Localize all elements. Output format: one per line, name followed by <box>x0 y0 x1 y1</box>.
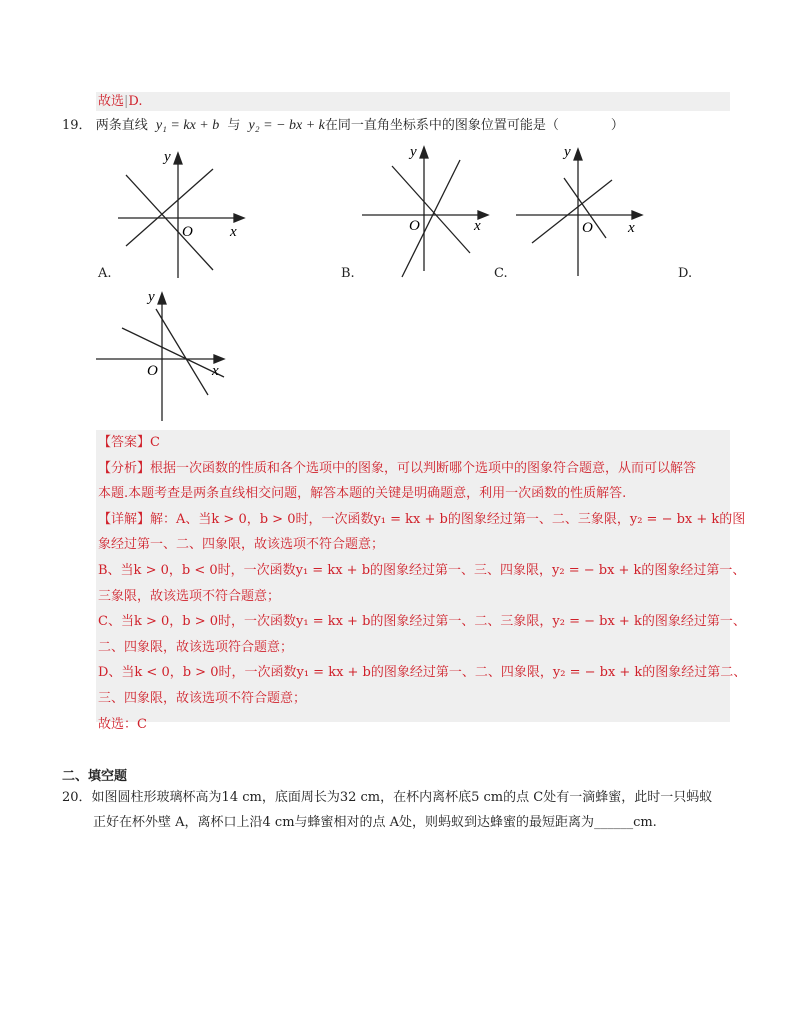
analysis-line-1 <box>98 456 728 482</box>
q20-number: 20． <box>62 790 92 805</box>
graph-a-origin: O <box>182 224 193 240</box>
detail-line-3: B、当k > 0，b < 0时，一次函数y₁ = kx + b的图象经过第一、三、四象限，y₂ = − bx + k的图象经过第一、 <box>98 562 746 578</box>
analysis-text-1: 根据一次函数的性质和各个选项中的图象，可以判断哪个选项中的图象符合题意，从而可以解答 <box>150 460 697 476</box>
q20-text-2: 正好在杯外壁 A，离杯口上沿4 cm与蜂蜜相对的点 A处，则蚂蚁到达蜂蜜的最短距离为 <box>93 815 595 830</box>
graph-d-line-2 <box>156 309 208 395</box>
detail-line-5: C、当k > 0，b > 0时，一次函数y₁ = kx + b的图象经过第一、二、三象限，y₂ = − bx + k的图象经过第一、 <box>98 614 746 630</box>
graph-c-x-arrow <box>632 211 642 219</box>
q20-text-1: 如图圆柱形玻璃杯高为14 cm，底面周长为32 cm，在杯内离杯底5 cm的点 C处有一滴蜂蜜，此时一只蚂蚁 <box>91 790 713 805</box>
graph-b-origin: O <box>409 218 420 234</box>
analysis-line-2: 本题.本题考查是两条直线相交问题，解答本题的关键是明确题意，利用一次函数的性质解答. <box>98 486 627 502</box>
label-b: B. <box>341 266 355 281</box>
q19-eq1: y₁ = kx + b <box>155 118 220 133</box>
graph-b-y-arrow <box>420 147 428 158</box>
prev-answer-sep: | <box>124 94 129 109</box>
q20-line-1 <box>62 788 712 808</box>
q19-stem-end: 在同一直角坐标系中的图象位置可能是（ ） <box>324 118 624 133</box>
answer-value: C <box>150 435 160 450</box>
q19-stem-start: 两条直线 <box>95 118 148 133</box>
q19-number: 19． <box>62 118 92 133</box>
detail-line-9: 故选：C <box>98 716 147 732</box>
label-c: C. <box>494 266 508 281</box>
detail-line-2: 象经过第一、二、四象限，故该选项不符合题意； <box>98 537 385 553</box>
graph-d-x-arrow <box>214 355 224 363</box>
q19-stem <box>62 116 624 136</box>
graph-a-line-2 <box>126 175 213 270</box>
detail-line-1 <box>98 507 746 533</box>
analysis-tag: 【分析】 <box>98 460 151 476</box>
graph-b-y-label: y <box>410 144 417 160</box>
prev-answer <box>98 92 143 112</box>
graph-d-line-1 <box>122 328 224 377</box>
solution <box>98 430 747 737</box>
q20-unit: cm. <box>633 815 657 830</box>
graph-d <box>92 285 234 425</box>
label-d: D. <box>678 266 693 281</box>
detail-line-7: D、当k < 0，b > 0时，一次函数y₁ = kx + b的图象经过第一、二、四象限，y₂ = − bx + k的图象经过第二、 <box>98 665 747 681</box>
q20-answer-blank[interactable]: ______ <box>594 815 634 830</box>
graph-a-y-arrow <box>174 153 182 164</box>
graph-d-x-label: x <box>212 363 219 379</box>
answer-tag: 【答案】 <box>98 435 151 450</box>
graph-c-origin: O <box>582 220 593 236</box>
graph-c <box>512 140 654 280</box>
graph-a-x-arrow <box>234 214 244 222</box>
prev-answer-choice: D. <box>128 94 143 109</box>
prev-answer-band <box>96 92 730 111</box>
graph-a-y-label: y <box>164 149 171 165</box>
detail-line-8: 三、四象限，故该选项不符合题意； <box>98 690 307 706</box>
graph-b-line-1 <box>392 166 470 253</box>
q20-line-2 <box>93 813 657 833</box>
graph-a <box>112 145 252 280</box>
detail-line-6: 二、四象限，故该选项符合题意； <box>98 639 294 655</box>
graph-c-y-label: y <box>564 144 571 160</box>
graph-b-x-label: x <box>474 218 481 234</box>
detail-tag: 【详解】 <box>98 511 151 527</box>
q19-stem-mid: 与 <box>227 118 241 133</box>
graph-b <box>358 138 498 283</box>
detail-text-1: 解：A、当k > 0，b > 0时，一次函数y₁ = kx + b的图象经过第一、二、三象限，y₂ = − bx + k的图 <box>150 511 746 527</box>
q19-eq2: y₂ = − bx + k <box>248 118 325 133</box>
label-a: A. <box>98 266 112 281</box>
graph-c-y-arrow <box>574 149 582 160</box>
answer-line <box>98 430 728 456</box>
graph-d-y-arrow <box>158 293 166 304</box>
prev-answer-prefix: 故选 <box>98 94 125 109</box>
graph-d-y-label: y <box>148 289 155 305</box>
detail-line-4: 三象限，故该选项不符合题意； <box>98 588 281 604</box>
graph-d-origin: O <box>147 363 158 379</box>
graph-a-line-1 <box>126 169 213 246</box>
graph-a-x-label: x <box>230 224 237 240</box>
section-2-title: 二、填空题 <box>62 769 128 784</box>
graph-c-x-label: x <box>628 220 635 236</box>
